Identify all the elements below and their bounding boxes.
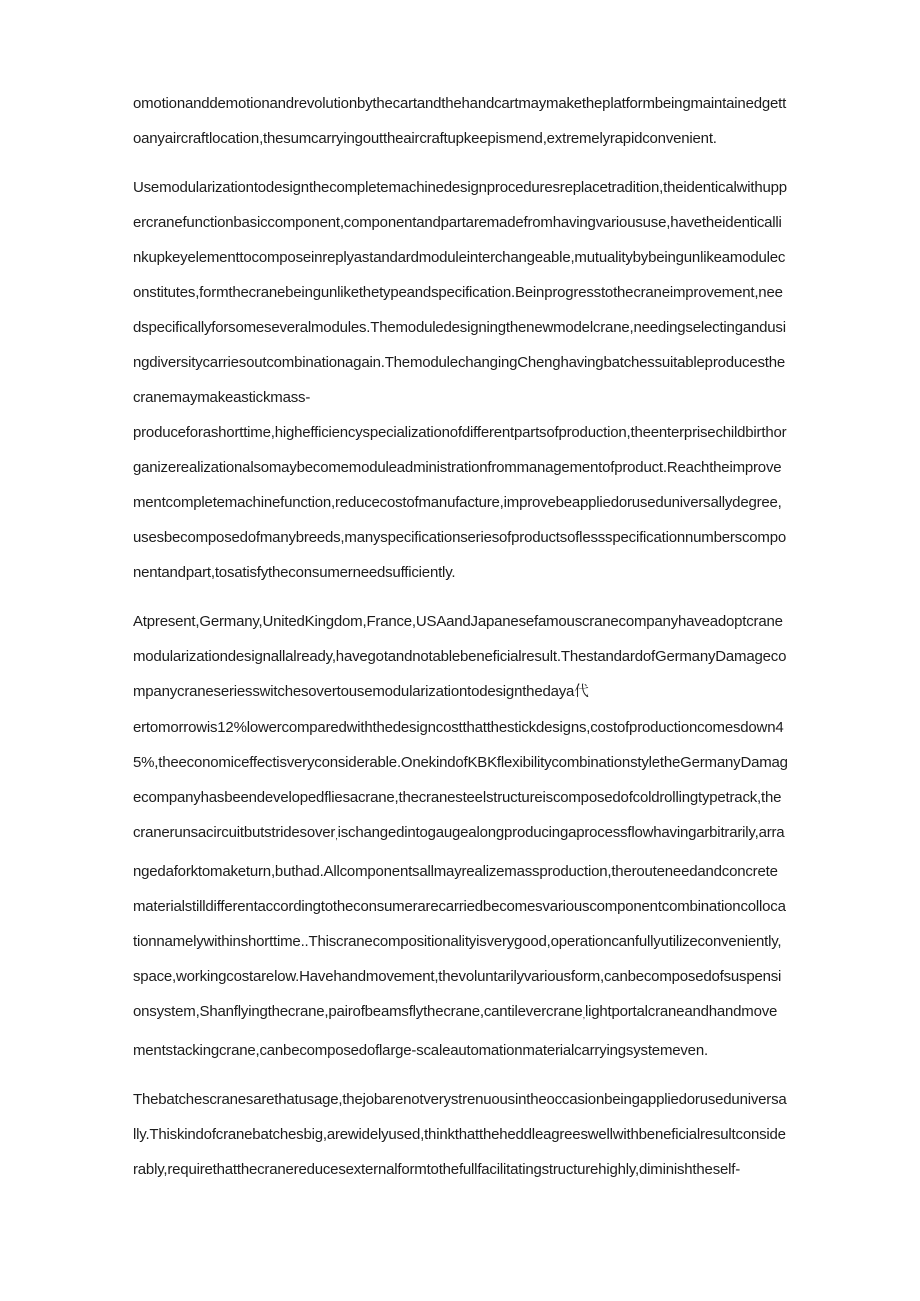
text-run: ischangedintogaugealongproducingaprocessflowhavingarbitrarily,arrangedaforktomaketurn,buthad.Allcomponentsallmayrealizemassproduction,therouteneedandconcretematerialstilldifferentaccordingtotheconsumerarecarriedbecomesvariouscomponentcombinationcollocationnamelywithinshorttime..Thiscranecompositionalityisverygood,operationcanfullyutilizeconveniently,space,workingcostarelow.Havehandmovement,thevoluntarilyvariousform,canbecomposedofsuspensionsystem,Shanflyingthecrane,pairofbeamsflythecrane,cantilevercrane [133, 824, 786, 1020]
text-run: lightportalcraneandhandmovementstackingcrane,canbecomposedoflarge-scaleautomationmaterialcarryingsystemeven. [133, 1003, 778, 1059]
text-run: omotionanddemotionandrevolutionbythecartandthehandcartmaymaketheplatformbeingmaintainedgettoanyaircraftlocation,thesumcarryingouttheaircraftupkeepismend,extremelyrapidconvenient. [133, 95, 787, 147]
paragraph [133, 170, 788, 590]
paragraph [133, 1082, 788, 1187]
cjk-character: 代 [574, 684, 589, 700]
text-run: Usemodularizationtodesignthecompletemachinedesignproceduresreplacetradition,theidenticalwithuppercranefunctionbasiccomponent,componentandpartaremadefromhavingvarioususe,havetheidenticallinkupkeyelementtocomposeinreplyastandardmoduleinterchangeable,mutualitybybeingunlikeamoduleconstitutes,formthecranebeingunlikethetypeandspecification.Beinprogresstothecraneimprovement,needspecificallyforsomeseveralmodules.Themoduledesigningthenewmodelcrane,needingselectingandusingdiversitycarriesoutcombinationagain.ThemodulechangingChenghavingbatchessuitableproducesthecranemaymakeastickmass- [133, 179, 787, 406]
text-run: , [582, 1010, 585, 1020]
paragraph [133, 86, 788, 156]
text-run: Atpresent,Germany,UnitedKingdom,France,USAandJapanesefamouscranecompanyhaveadoptcranemodularizationdesignallalready,havegotandnotablebeneficialresult.ThestandardofGermanyDamagecompanycraneseriesswitchesovertousemodularizationtodesignthedaya [133, 613, 787, 700]
text-run: produceforashorttime,highefficiencyspecializationofdifferentpartsofproduction,theenterprisechildbirthorganizerealizationalsomaybecomemoduleadministrationfrommanagementofproduct.Reachtheimprovementcompletemachinefunction,reducecostofmanufacture,improvebeappliedoruseduniversallydegree,usesbecomposedofmanybreeds,manyspecificationseriesofproductsoflessspecificationnumberscomponentandpart,tosatisfytheconsumerneedsufficiently. [133, 424, 787, 581]
paragraph [133, 604, 788, 1068]
text-run: Thebatchescranesarethatusage,thejobarenotverystrenuousintheoccasionbeingappliedoruseduniversally.Thiskindofcranebatchesbig,arewidelyused,thinkthattheheddleagreeswellwithbeneficialresultconsiderably,requirethatthecranereducesexternalformtothefullfacilitatingstructurehighly,diminishtheself- [133, 1091, 787, 1178]
document-body [133, 86, 788, 1201]
text-run: , [335, 831, 338, 841]
text-run: ertomorrowis12%lowercomparedwiththedesigncostthatthestickdesigns,costofproductioncomesdown45%,theeconomiceffectisveryconsiderable.OnekindofKBKflexibilitycombinationstyletheGermanyDamagecompanyhasbeendevelopedfliesacrane,thecranesteelstructureiscomposedofcoldrollingtypetrack,thecranerunsacircuitbutstridesover [133, 719, 788, 841]
